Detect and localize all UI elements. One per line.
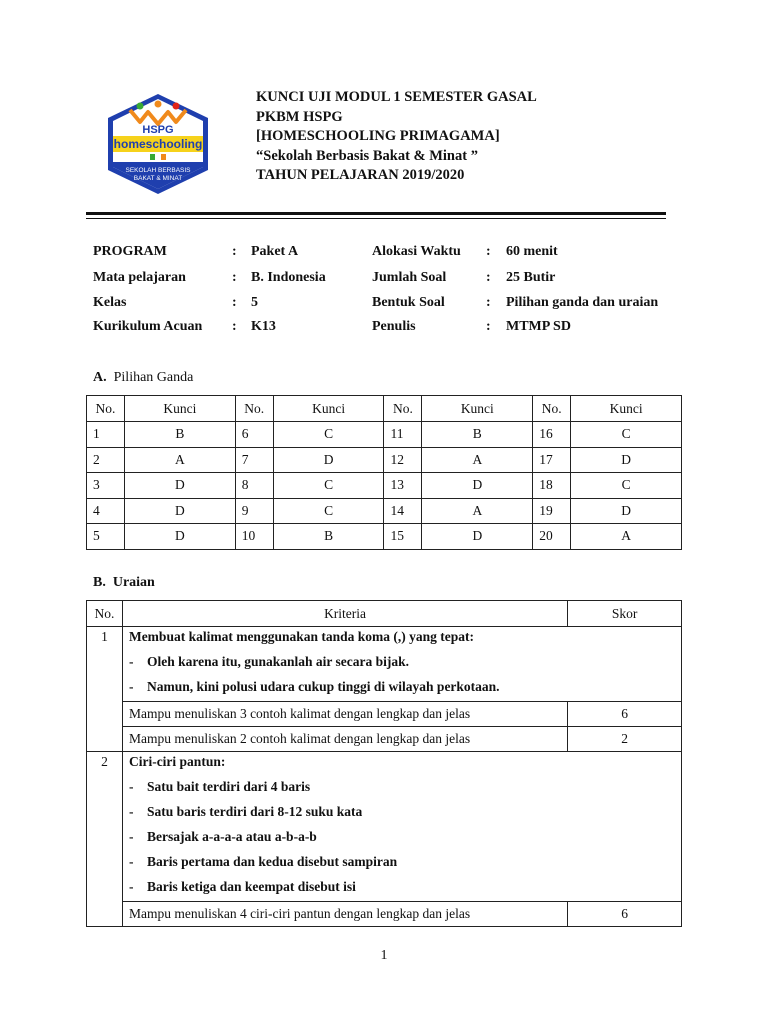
list-item xyxy=(123,774,681,799)
bullet-text: Satu baris terdiri dari 8-12 suku kata xyxy=(146,804,363,819)
info-value-format: Pilihan ganda dan uraian xyxy=(506,295,659,310)
item-criteria-block xyxy=(122,627,681,702)
multiple-choice-table xyxy=(86,395,682,550)
cell-key: A xyxy=(422,498,533,524)
info-value-program: Paket A xyxy=(251,244,299,259)
section-a-heading xyxy=(93,370,193,386)
table-row xyxy=(87,447,682,473)
header-no: No. xyxy=(87,396,125,422)
score-value: 6 xyxy=(568,702,682,727)
cell-key: B xyxy=(273,524,384,550)
cell-no: 19 xyxy=(533,498,571,524)
cell-key: A xyxy=(422,447,533,473)
score-row xyxy=(87,702,682,727)
table-row xyxy=(87,473,682,499)
cell-key: D xyxy=(124,473,235,499)
score-row xyxy=(87,727,682,752)
cell-key: D xyxy=(273,447,384,473)
table-row xyxy=(87,498,682,524)
cell-no: 6 xyxy=(235,422,273,448)
bullet-dash: - xyxy=(128,879,134,894)
bullet-dash: - xyxy=(128,654,134,669)
table-row xyxy=(87,524,682,550)
logo-name-text: homeschooling xyxy=(113,137,203,151)
bullet-text: Bersajak a-a-a-a atau a-b-a-b xyxy=(146,829,317,844)
item-heading: Ciri-ciri pantun: xyxy=(128,754,226,769)
bullet-dash: - xyxy=(128,679,134,694)
item-criteria-block xyxy=(122,752,681,902)
info-label-curriculum: Kurikulum Acuan xyxy=(93,319,203,334)
info-sep: : xyxy=(232,319,237,334)
score-value: 6 xyxy=(568,902,682,927)
score-criteria: Mampu menuliskan 2 contoh kalimat dengan lengkap dan jelas xyxy=(122,727,567,752)
info-sep: : xyxy=(486,270,491,285)
cell-key: C xyxy=(273,422,384,448)
info-sep: : xyxy=(486,244,491,259)
cell-key: D xyxy=(124,524,235,550)
item-heading: Membuat kalimat menggunakan tanda koma (,) yang tepat: xyxy=(128,629,474,644)
cell-no: 3 xyxy=(87,473,125,499)
cell-key: C xyxy=(571,473,682,499)
cell-no: 20 xyxy=(533,524,571,550)
cell-no: 16 xyxy=(533,422,571,448)
cell-no: 5 xyxy=(87,524,125,550)
logo-tagline-2: BAKAT & MINAT xyxy=(133,175,183,182)
bullet-dash: - xyxy=(128,854,134,869)
bullet-dash: - xyxy=(128,804,134,819)
essay-item xyxy=(87,752,682,902)
bullet-text: Namun, kini polusi udara cukup tinggi di wilayah perkotaan. xyxy=(146,679,500,694)
info-sep: : xyxy=(232,244,237,259)
info-value-subject: B. Indonesia xyxy=(251,270,326,285)
info-sep: : xyxy=(232,295,237,310)
cell-key: D xyxy=(422,524,533,550)
cell-no: 15 xyxy=(384,524,422,550)
header-kunci: Kunci xyxy=(273,396,384,422)
info-label-author: Penulis xyxy=(372,319,416,334)
header-no: No. xyxy=(384,396,422,422)
bullet-dash: - xyxy=(128,829,134,844)
info-value-count: 25 Butir xyxy=(506,270,556,285)
cell-key: D xyxy=(571,498,682,524)
header-rule-thin xyxy=(86,218,666,219)
bullet-text: Baris pertama dan kedua disebut sampiran xyxy=(146,854,398,869)
info-sep: : xyxy=(232,270,237,285)
bullet-text: Satu bait terdiri dari 4 baris xyxy=(146,779,311,794)
table-header-row xyxy=(87,601,682,627)
header-kunci: Kunci xyxy=(124,396,235,422)
section-b-heading xyxy=(93,575,155,591)
header-no: No. xyxy=(235,396,273,422)
info-sep: : xyxy=(486,295,491,310)
score-criteria: Mampu menuliskan 4 ciri-ciri pantun dengan lengkap dan jelas xyxy=(122,902,567,927)
cell-no: 17 xyxy=(533,447,571,473)
document-header xyxy=(256,88,537,186)
list-item xyxy=(123,674,681,699)
logo-brand-text: HSPG xyxy=(142,124,174,136)
header-no: No. xyxy=(533,396,571,422)
bullet-dash: - xyxy=(128,779,134,794)
header-criteria: Kriteria xyxy=(122,601,567,627)
header-kunci: Kunci xyxy=(571,396,682,422)
cell-key: D xyxy=(571,447,682,473)
cell-no: 7 xyxy=(235,447,273,473)
info-sep: : xyxy=(486,319,491,334)
info-value-time: 60 menit xyxy=(506,244,558,259)
score-criteria: Mampu menuliskan 3 contoh kalimat dengan lengkap dan jelas xyxy=(122,702,567,727)
logo-tagline-1: SEKOLAH BERBASIS xyxy=(125,167,191,174)
score-value: 2 xyxy=(568,727,682,752)
cell-key: D xyxy=(124,498,235,524)
header-no: No. xyxy=(87,601,123,627)
cell-key: A xyxy=(124,447,235,473)
table-header-row xyxy=(87,396,682,422)
header-kunci: Kunci xyxy=(422,396,533,422)
item-number: 2 xyxy=(87,752,123,927)
cell-key: B xyxy=(124,422,235,448)
section-b-letter: B. xyxy=(93,575,106,590)
list-item xyxy=(123,849,681,874)
cell-no: 13 xyxy=(384,473,422,499)
hspg-logo-graphic xyxy=(104,92,212,196)
cell-no: 1 xyxy=(87,422,125,448)
score-row xyxy=(87,902,682,927)
cell-no: 14 xyxy=(384,498,422,524)
cell-no: 8 xyxy=(235,473,273,499)
item-number: 1 xyxy=(87,627,123,752)
cell-key: B xyxy=(422,422,533,448)
header-motto: “Sekolah Berbasis Bakat & Minat ” xyxy=(256,147,478,164)
info-label-time: Alokasi Waktu xyxy=(372,244,461,259)
page-number: 1 xyxy=(380,948,388,963)
cell-key: A xyxy=(571,524,682,550)
header-institution-full: [HOMESCHOOLING PRIMAGAMA] xyxy=(256,128,500,144)
list-item xyxy=(123,874,681,899)
info-label-class: Kelas xyxy=(93,295,127,310)
essay-item xyxy=(87,627,682,702)
cell-no: 11 xyxy=(384,422,422,448)
list-item xyxy=(123,824,681,849)
cell-no: 18 xyxy=(533,473,571,499)
bullet-text: Baris ketiga dan keempat disebut isi xyxy=(146,879,356,894)
cell-no: 12 xyxy=(384,447,422,473)
essay-rubric-table xyxy=(86,600,682,927)
cell-key: C xyxy=(273,473,384,499)
section-a-title: Pilihan Ganda xyxy=(113,370,194,385)
cell-key: D xyxy=(422,473,533,499)
info-label-format: Bentuk Soal xyxy=(372,295,445,310)
header-score: Skor xyxy=(568,601,682,627)
info-label-program: PROGRAM xyxy=(93,244,167,259)
info-value-class: 5 xyxy=(251,295,258,310)
info-label-subject: Mata pelajaran xyxy=(93,270,186,285)
cell-no: 9 xyxy=(235,498,273,524)
cell-key: C xyxy=(571,422,682,448)
info-label-count: Jumlah Soal xyxy=(372,270,447,285)
info-value-author: MTMP SD xyxy=(506,319,571,334)
info-value-curriculum: K13 xyxy=(251,319,276,334)
section-a-letter: A. xyxy=(93,370,107,385)
header-rule-thick xyxy=(86,212,666,215)
list-item xyxy=(123,649,681,674)
cell-no: 10 xyxy=(235,524,273,550)
header-year: TAHUN PELAJARAN 2019/2020 xyxy=(256,167,465,183)
hspg-logo xyxy=(104,92,212,196)
cell-no: 4 xyxy=(87,498,125,524)
header-institution: PKBM HSPG xyxy=(256,108,343,125)
cell-key: C xyxy=(273,498,384,524)
header-title: KUNCI UJI MODUL 1 SEMESTER GASAL xyxy=(256,89,537,105)
list-item xyxy=(123,799,681,824)
section-b-title: Uraian xyxy=(112,575,155,590)
cell-no: 2 xyxy=(87,447,125,473)
table-row xyxy=(87,422,682,448)
bullet-text: Oleh karena itu, gunakanlah air secara bijak. xyxy=(146,654,409,669)
